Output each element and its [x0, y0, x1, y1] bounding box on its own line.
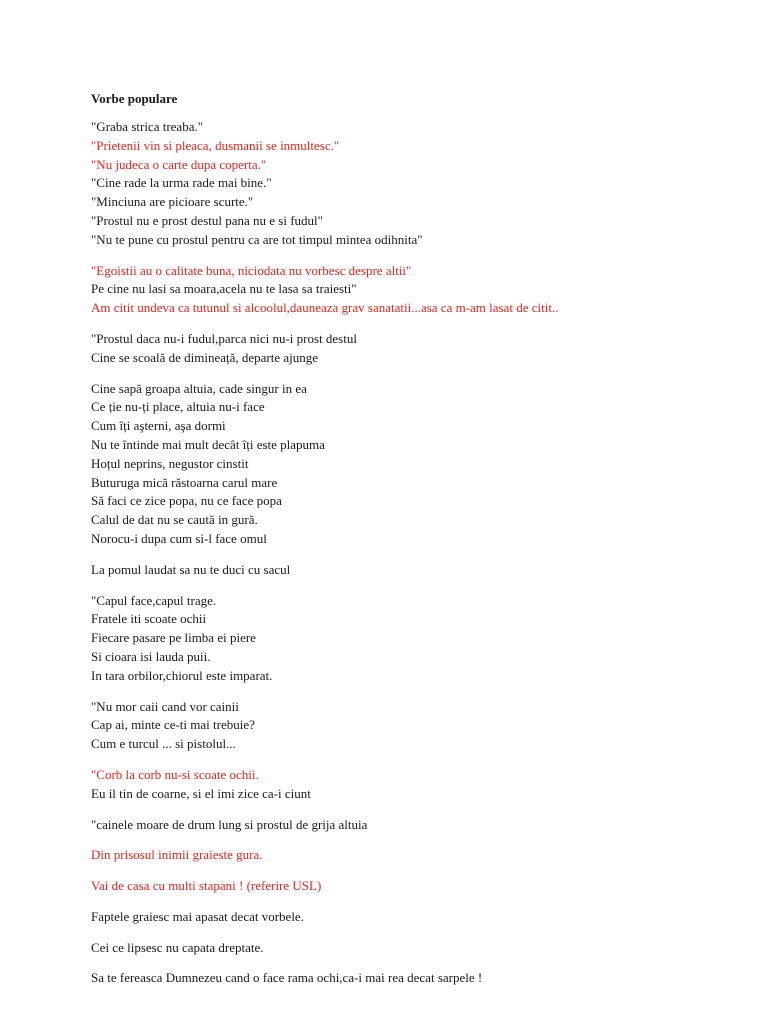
proverb-group: [91, 262, 751, 318]
proverb-line: Calul de dat nu se caută in gură.: [91, 512, 258, 528]
proverb-line: Să faci ce zice popa, nu ce face popa: [91, 493, 282, 509]
proverb-line: Cine sapă groapa altuia, cade singur in ea: [91, 380, 307, 396]
proverb-line: "cainele moare de drum lung si prostul de grija altuia: [91, 816, 368, 832]
proverb-group: [91, 766, 751, 804]
proverb-list: [91, 118, 751, 988]
proverb-line: Fiecare pasare pe limba ei piere: [91, 630, 256, 646]
proverb-line: "Corb la corb nu-si scoate ochii.: [91, 766, 259, 782]
proverb-line: Fratele iti scoate ochii: [91, 611, 207, 627]
proverb-line: "Nu mor caii cand vor cainii: [91, 698, 239, 714]
proverb-group: [91, 118, 751, 250]
document-page: [91, 90, 751, 1000]
proverb-line: Ce ție nu-ți place, altuia nu-i face: [91, 399, 265, 415]
proverb-line: "Nu te pune cu prostul pentru ca are tot timpul mintea odihnita": [91, 231, 423, 247]
proverb-group: [91, 698, 751, 754]
proverb-line: "Minciuna are picioare scurte.": [91, 194, 254, 210]
document-title: Vorbe populare: [91, 91, 178, 106]
proverb-group: [91, 816, 751, 835]
proverb-group: [91, 561, 751, 580]
proverb-group: [91, 330, 751, 368]
proverb-line: "Nu judeca o carte dupa coperta.": [91, 156, 267, 172]
proverb-line: "Cine rade la urma rade mai bine.": [91, 175, 272, 191]
proverb-line: "Graba strica treaba.": [91, 119, 204, 134]
proverb-group: [91, 939, 751, 958]
proverb-group: [91, 380, 751, 549]
proverb-line: "Egoistii au o calitate buna, niciodata nu vorbesc despre altii": [91, 262, 412, 278]
proverb-line: Norocu-i dupa cum si-l face omul: [91, 530, 267, 546]
proverb-group: [91, 908, 751, 927]
proverb-line: In tara orbilor,chiorul este imparat.: [91, 667, 273, 683]
proverb-line: Cap ai, minte ce-ti mai trebuie?: [91, 717, 255, 733]
proverb-line: Cum îți aşterni, aşa dormi: [91, 418, 226, 434]
proverb-line: "Prostul nu e prost destul pana nu e si fudul": [91, 212, 323, 228]
proverb-line: Si cioara isi lauda puii.: [91, 648, 211, 664]
proverb-line: Nu te întinde mai mult decât îți este plapuma: [91, 436, 325, 452]
proverb-group: [91, 969, 751, 988]
proverb-line: "Prietenii vin si pleaca, dusmanii se inmultesc.": [91, 137, 340, 153]
proverb-line: Din prisosul inimii graieste gura.: [91, 847, 263, 863]
proverb-group: [91, 846, 751, 865]
proverb-line: Buturuga mică răstoarna carul mare: [91, 474, 278, 490]
proverb-line: Cine se scoală de dimineață, departe ajunge: [91, 349, 319, 365]
proverb-line: Pe cine nu lasi sa moara,acela nu te lasa sa traiesti": [91, 281, 357, 297]
proverb-line: Eu il tin de coarne, si el imi zice ca-i ciunt: [91, 785, 311, 801]
proverb-line: Cum e turcul ... si pistolul...: [91, 736, 236, 752]
proverb-line: Am citit undeva ca tutunul si alcoolul,dauneaza grav sanatatii...asa ca m-am lasat de citit..: [91, 300, 559, 316]
proverb-group: [91, 877, 751, 896]
proverb-group: [91, 592, 751, 686]
proverb-line: "Prostul daca nu-i fudul,parca nici nu-i prost destul: [91, 330, 357, 346]
proverb-line: Cei ce lipsesc nu capata dreptate.: [91, 939, 264, 955]
proverb-line: Vai de casa cu multi stapani ! (referire USL): [91, 878, 322, 894]
proverb-line: La pomul laudat sa nu te duci cu sacul: [91, 561, 291, 577]
proverb-line: Sa te fereasca Dumnezeu cand o face rama ochi,ca-i mai rea decat sarpele !: [91, 970, 483, 986]
proverb-line: Faptele graiesc mai apasat decat vorbele.: [91, 908, 304, 924]
proverb-line: Hoțul neprins, negustor cinstit: [91, 455, 249, 471]
proverb-line: "Capul face,capul trage.: [91, 592, 217, 608]
